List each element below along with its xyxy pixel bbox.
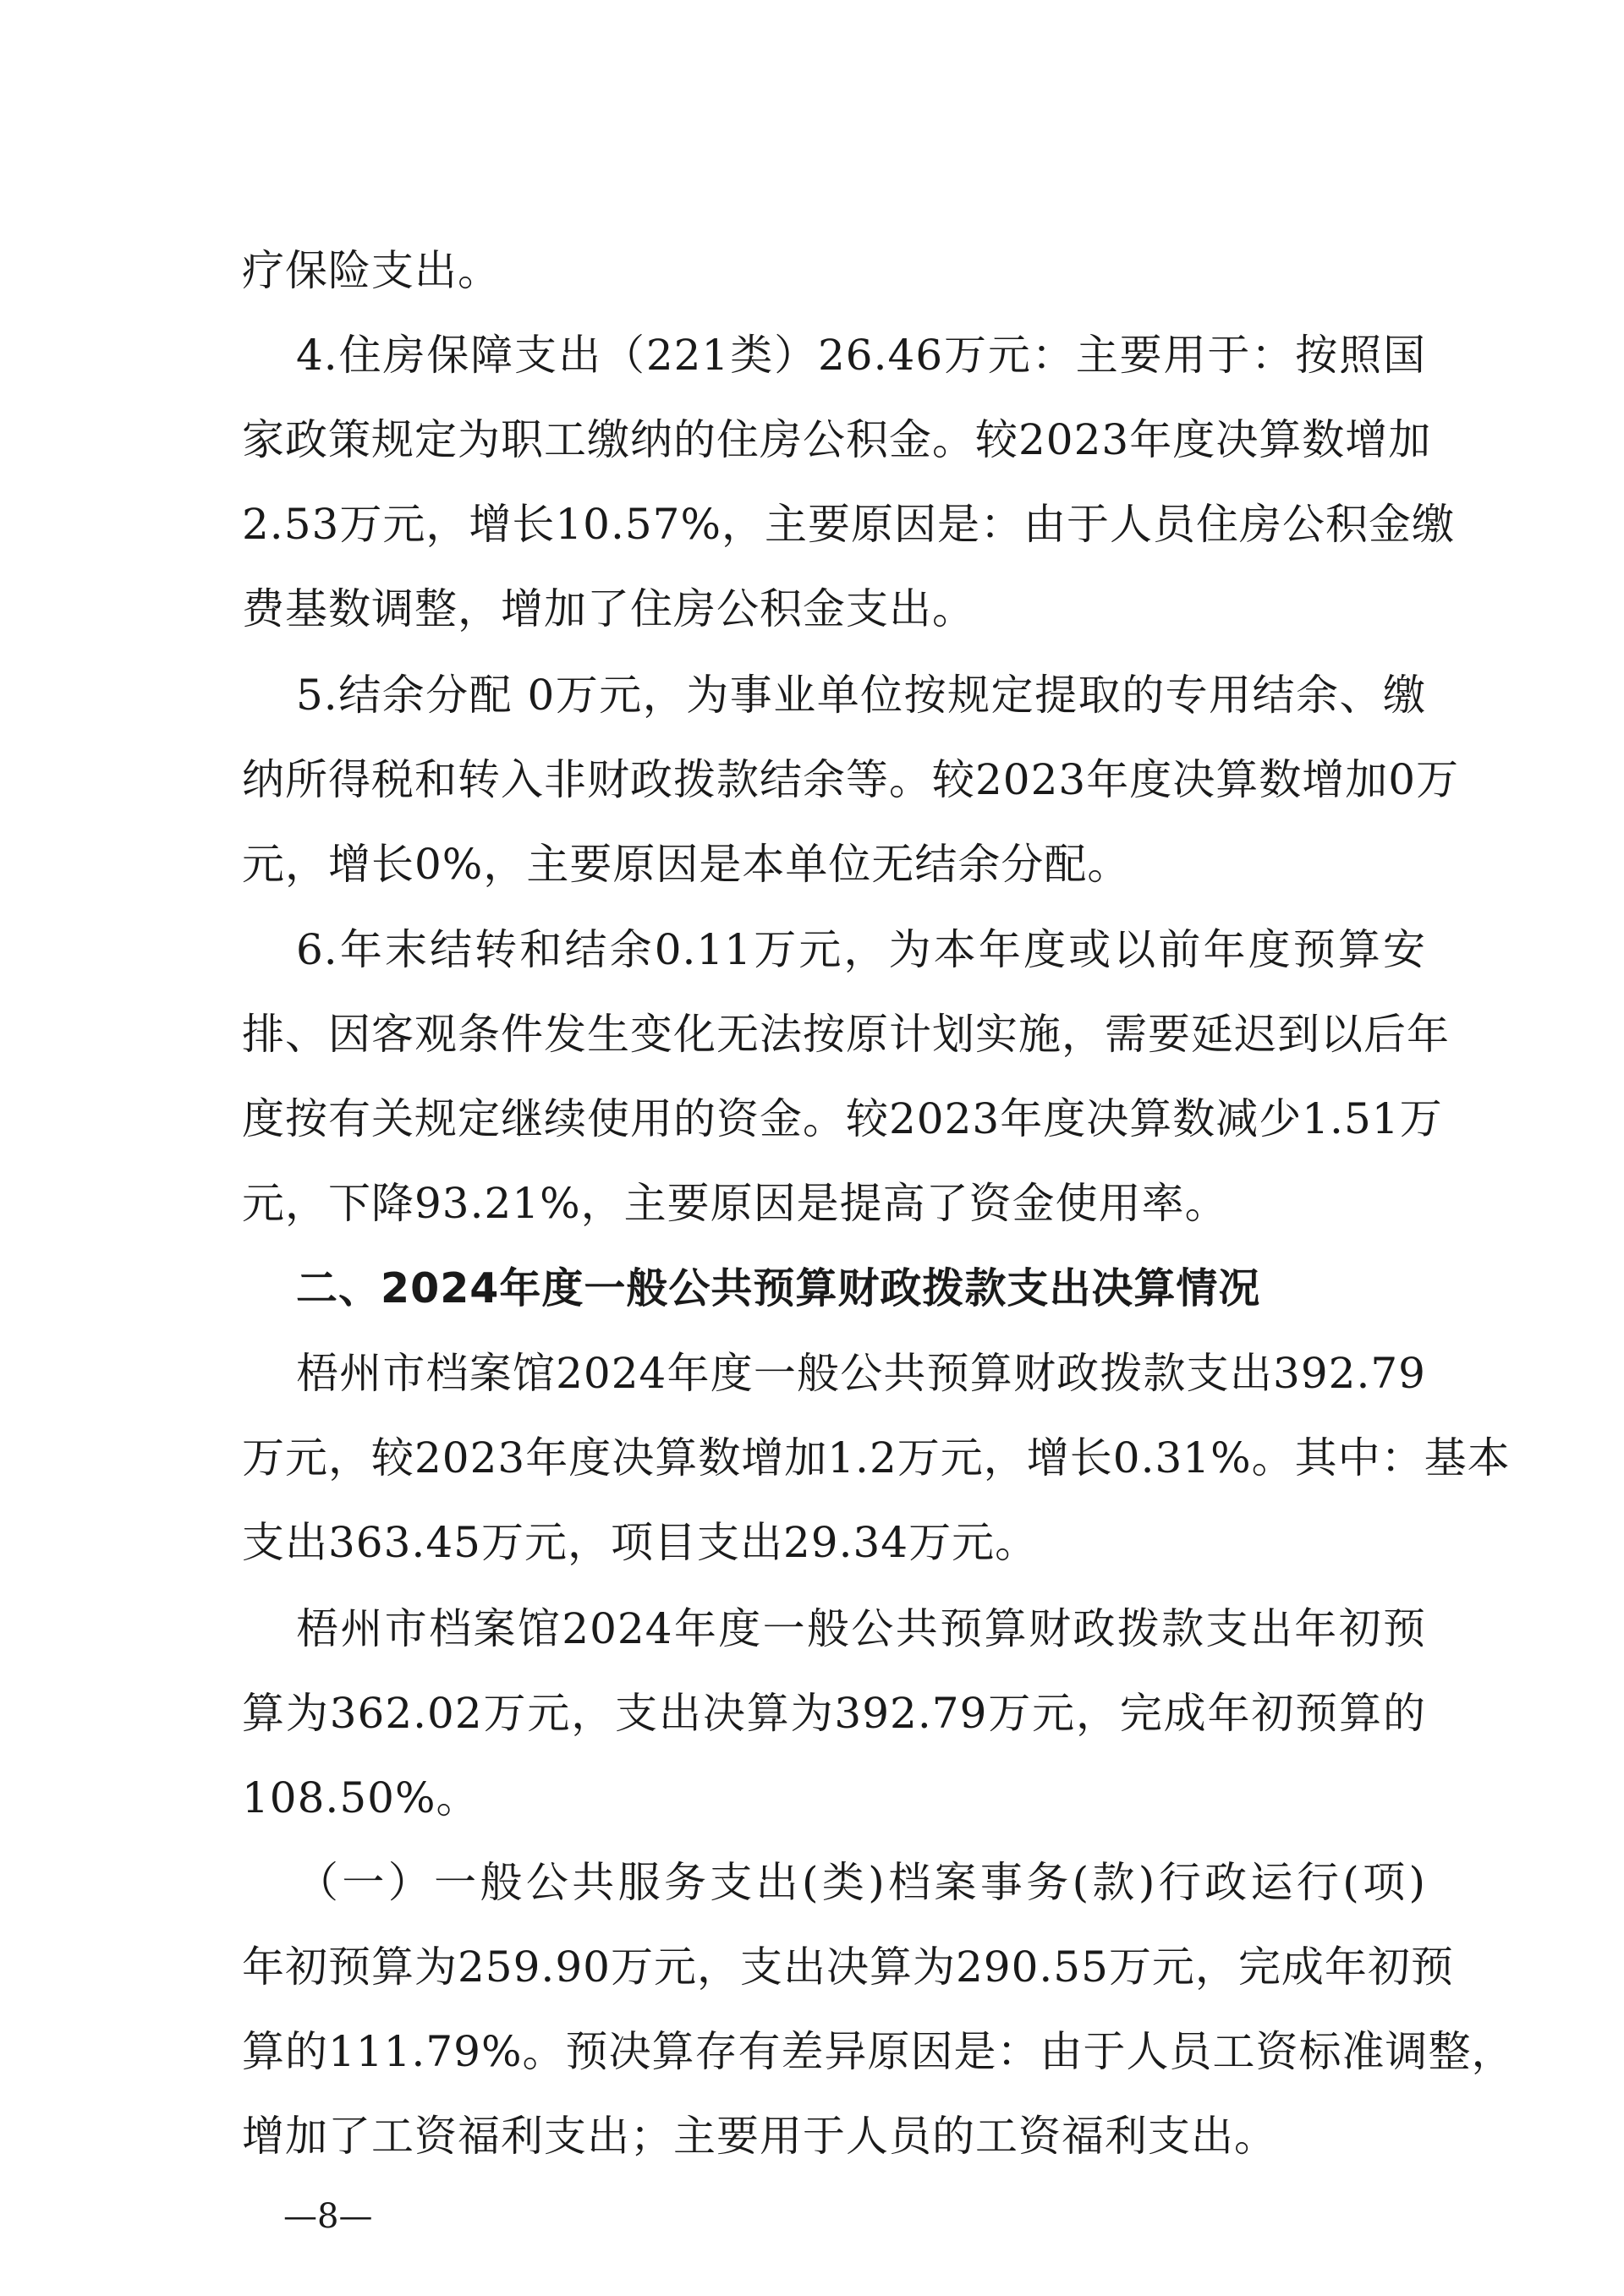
paragraph-line: 5.结余分配 0万元，为事业单位按规定提取的专用结余、缴 xyxy=(296,671,1426,720)
paragraph-line: 算为362.02万元，支出决算为392.79万元，完成年初预算的 xyxy=(242,1689,1426,1738)
paragraph-line: 梧州市档案馆2024年度一般公共预算财政拨款支出年初预 xyxy=(296,1604,1426,1653)
paragraph-line: 家政策规定为职工缴纳的住房公积金。较2023年度决算数增加 xyxy=(242,415,1432,464)
paragraph-line: （一）一般公共服务支出(类)档案事务(款)行政运行(项) xyxy=(296,1858,1426,1907)
paragraph-line: 费基数调整，增加了住房公积金支出。 xyxy=(242,584,975,633)
paragraph-line: 梧州市档案馆2024年度一般公共预算财政拨款支出392.79 xyxy=(296,1349,1426,1398)
paragraph-line: 纳所得税和转入非财政拨款结余等。较2023年度决算数增加0万 xyxy=(242,755,1460,804)
paragraph-line: 万元，较2023年度决算数增加1.2万元，增长0.31%。其中：基本 xyxy=(242,1433,1511,1482)
page-number: —8— xyxy=(283,2197,373,2236)
paragraph-line: 4.住房保障支出（221类）26.46万元：主要用于：按照国 xyxy=(296,331,1426,380)
paragraph-line: 6.年末结转和结余0.11万元，为本年度或以前年度预算安 xyxy=(296,925,1426,974)
paragraph-line: 2.53万元，增长10.57%，主要原因是：由于人员住房公积金缴 xyxy=(242,500,1455,549)
section-heading: 二、2024年度一般公共预算财政拨款支出决算情况 xyxy=(296,1264,1261,1312)
paragraph-line: 108.50%。 xyxy=(242,1773,480,1822)
paragraph-line: 增加了工资福利支出；主要用于人员的工资福利支出。 xyxy=(242,2112,1277,2161)
paragraph-line: 排、因客观条件发生变化无法按原计划实施，需要延迟到以后年 xyxy=(242,1010,1450,1059)
paragraph-line: 疗保险支出。 xyxy=(242,246,501,295)
paragraph-line: 元，下降93.21%，主要原因是提高了资金使用率。 xyxy=(242,1179,1228,1228)
paragraph-line: 算的111.79%。预决算存有差异原因是：由于人员工资标准调整， xyxy=(242,2027,1515,2076)
paragraph-line: 度按有关规定继续使用的资金。较2023年度决算数减少1.51万 xyxy=(242,1094,1443,1143)
paragraph-line: 元，增长0%，主要原因是本单位无结余分配。 xyxy=(242,840,1131,889)
paragraph-line: 支出363.45万元，项目支出29.34万元。 xyxy=(242,1518,1039,1567)
paragraph-line: 年初预算为259.90万元，支出决算为290.55万元，完成年初预 xyxy=(242,1943,1454,1992)
